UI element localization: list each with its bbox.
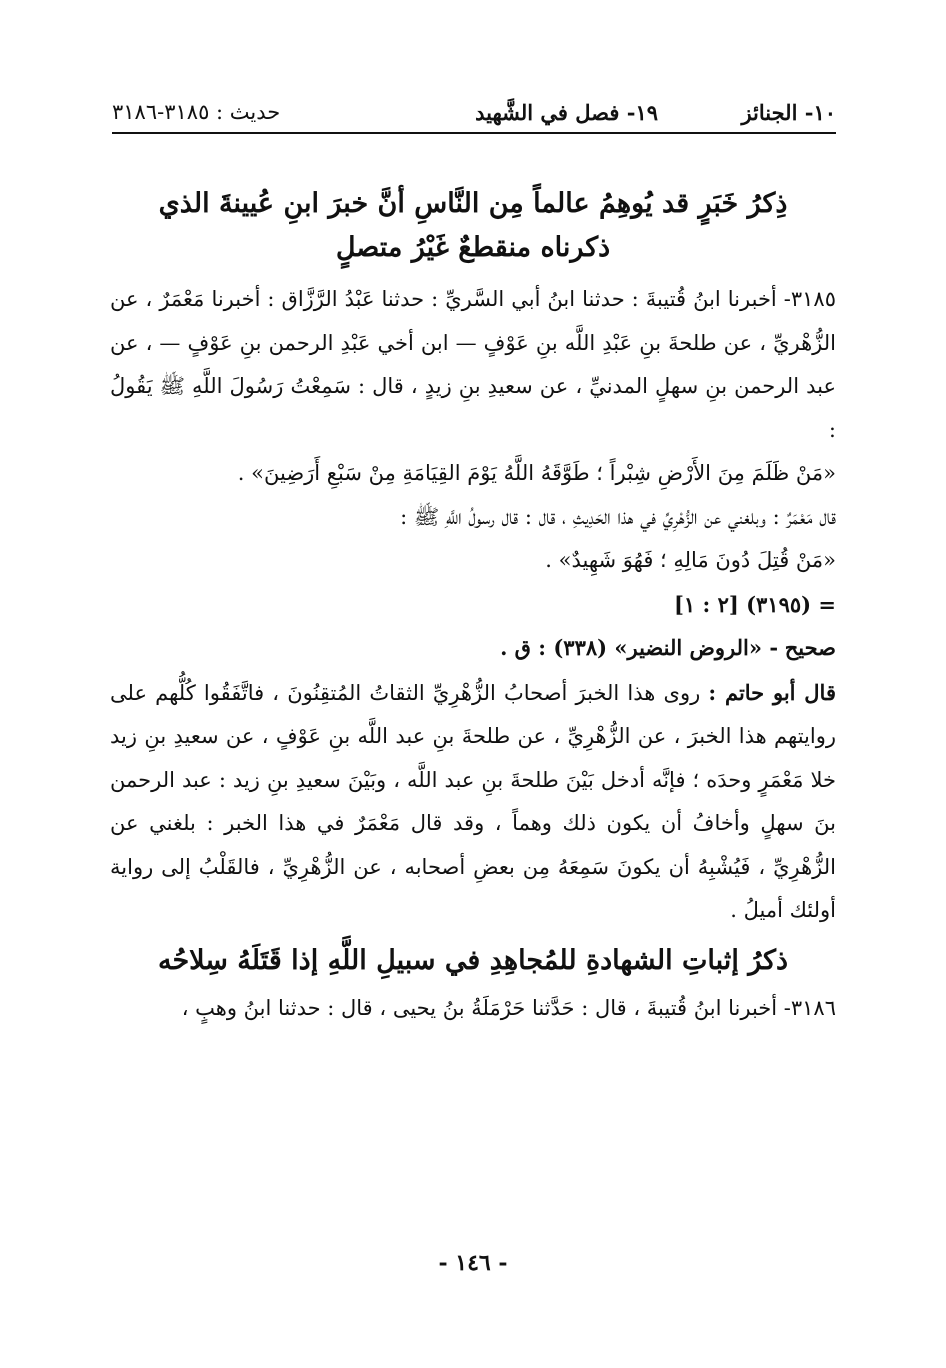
hadith-3185-isnad: ٣١٨٥- أخبرنا ابنُ قُتيبةَ : حدثنا ابنُ أبي السَّريِّ : حدثنا عَبْدُ الرَّزَّاق : أخبرنا مَعْمَرٌ ، عن الزُّهْريِّ ، عن طلحةَ بنِ عَبْدِ اللَّه بنِ عَوْفٍ — ابن أخي عَبْدِ الرحمن بنِ عَوْفٍ — ، عن عبد الرحمن بنِ سهلٍ المدنيِّ ، عن سعيدِ بنِ زيدٍ ، قال : سَمِعْتُ رَسُولَ اللَّهِ ﷺ يَقُولُ :: [110, 287, 836, 442]
header-hadith-range: حديث : ٣١٨٥-٣١٨٦: [112, 100, 281, 124]
section-title-2: ذكرُ إثباتِ الشهادةِ للمُجاهِدِ في سبيلِ اللَّهِ إذا قَتَلَهُ سِلاحُه: [158, 944, 788, 976]
page-number: - ١٤٦ -: [438, 1250, 508, 1276]
hadith-3185-matn: «مَنْ ظَلَمَ مِنَ الأَرْضِ شِبْراً ؛ طَوَّقَهُ اللَّهُ يَوْمَ القِيَامَةِ مِنْ سَبْعِ أَرَضِينَ» .: [237, 461, 836, 485]
hadith-3186-isnad: ٣١٨٦- أخبرنا ابنُ قُتيبةَ ، قال : حَدَّثنا حَرْمَلَةُ بنُ يحيى ، قال : حدثنا ابنُ وهبٍ ،: [181, 995, 836, 1020]
hadith-3185-cross-reference: = (٣١٩٥) [٢ : ١]: [673, 591, 836, 617]
abu-hatim-text: روى هذا الخبرَ أصحابُ الزُّهْرِيِّ الثقاتُ المُتقِنُونَ ، فاتَّفَقُوا كُلُّهم على روايتهم هذا الخبرَ ، عن الزُّهْرِيِّ ، عن طلحةَ بنِ عبد اللَّه بنِ عَوْفٍ ، عن سعيدِ بنِ زيد خلا مَعْمَرٍ وحدَه ؛ فإنَّه أدخل بَيْنَ طلحةَ بنِ عبد اللَّه ، وبَيْنَ سعيدِ بنِ زيد : عبد الرحمن بنَ سهلٍ وأخافُ أن يكون ذلك وهماً ، وقد قال مَعْمَرٌ في هذا الخبر : بلغني عن الزُّهْرِيِّ ، فَيُشْبِهُ أن يكونَ سَمِعَهُ مِن بعضِ أصحابه ، عن الزُّهْرِيِّ ، فالقَلْبُ إلى رواية أولئك أميلُ .: [110, 680, 836, 922]
grade-label: صحيح: [784, 635, 836, 660]
hadith-3185-mamar-note: قال مَعْمَرٌ : وبلغني عن الزُّهْرِيِّ في هذا الحَدِيثِ ، قال : قال رسولُ اللَّهِ ﷺ :: [400, 504, 836, 529]
section-title-1: [110, 182, 836, 270]
page-body: [110, 182, 836, 1030]
hadith-3185-matn-2: «مَنْ قُتِلَ دُونَ مَالِهِ ؛ فَهُوَ شَهِيدٌ» .: [545, 548, 836, 572]
running-header: [112, 98, 836, 134]
grade-source: - «الروض النضير» (٣٣٨) : ق .: [500, 635, 779, 660]
section-title-1-line-2: ذكرناه منقطعٌ غَيْرُ متصلٍ: [335, 232, 611, 263]
header-chapter-title: ١٩- فصل في الشَّهيد: [475, 100, 658, 125]
section-title-1-line-1: ذِكرُ خَبَرٍ قد يُوهِمُ عالماً مِن النَّاسِ أنَّ خبرَ ابنِ عُيينةَ الذي: [158, 188, 788, 219]
abu-hatim-label: قال أبو حاتم :: [708, 679, 836, 705]
abu-hatim-commentary: [110, 671, 836, 933]
header-book-title: ١٠- الجنائز: [741, 100, 836, 125]
hadith-3185-grade: [110, 626, 836, 671]
